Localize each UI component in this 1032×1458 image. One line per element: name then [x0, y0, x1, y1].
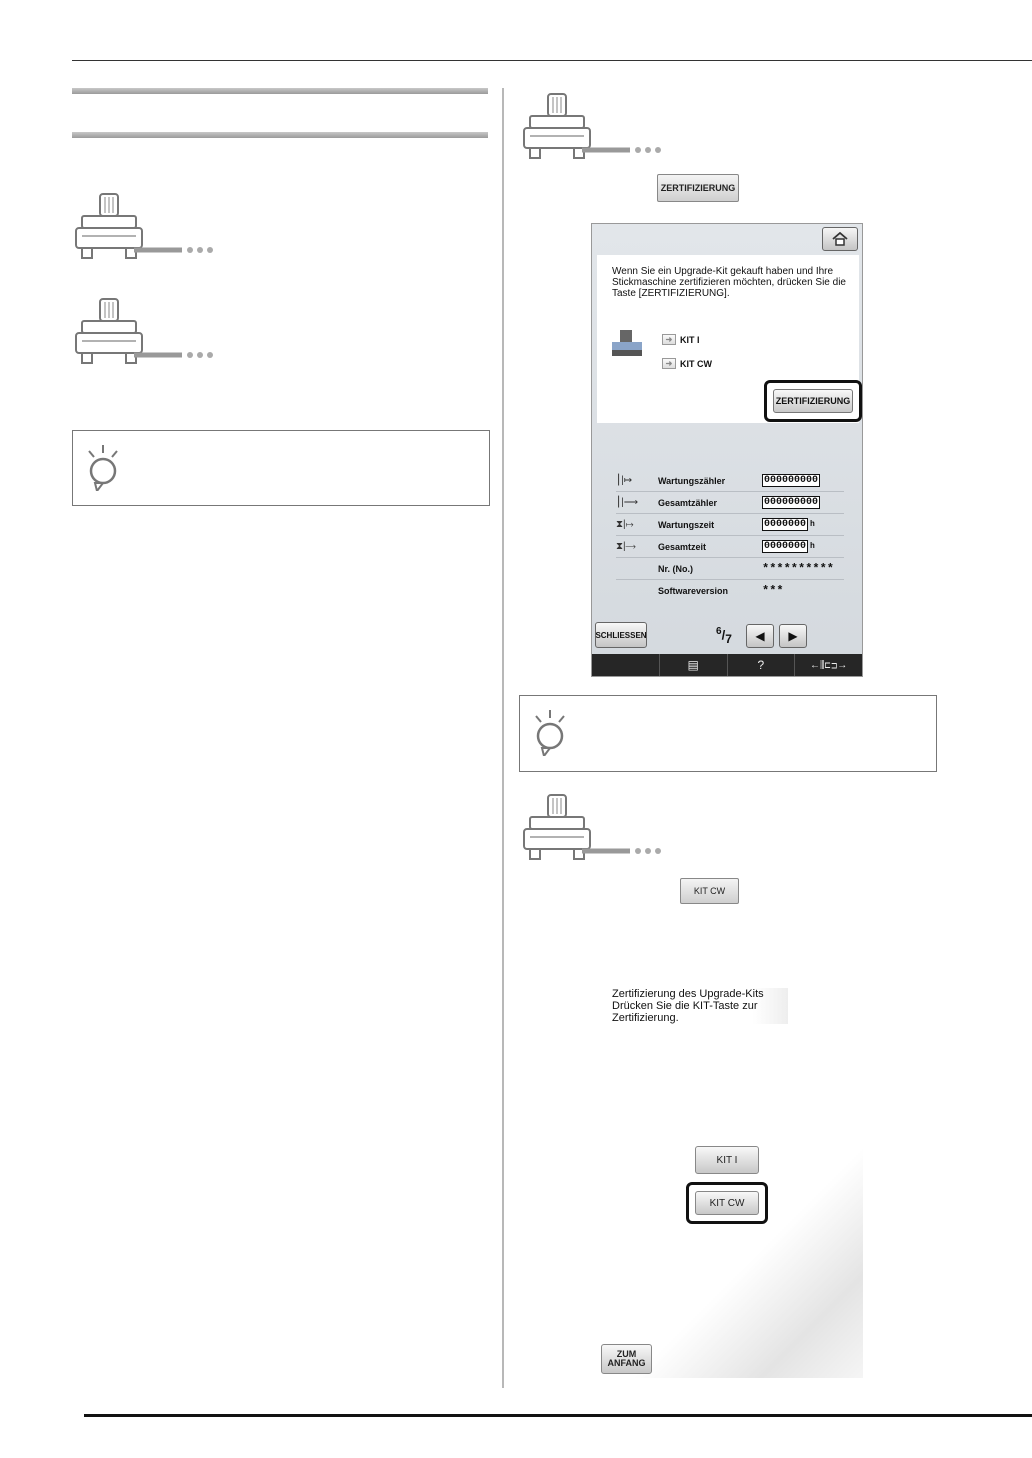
sewing-machine-icon: [610, 328, 644, 358]
needle-total-icon: ⎮|⟶: [616, 497, 639, 508]
stat-value: ***: [762, 584, 784, 598]
kitcw-button[interactable]: KIT CW: [695, 1191, 759, 1215]
checklist-button[interactable]: [659, 654, 727, 676]
stat-unit: h: [810, 520, 815, 529]
note-box: [519, 695, 937, 772]
arrow-right-icon: ➜: [662, 358, 676, 369]
stat-label: Wartungszähler: [658, 475, 726, 486]
zum-anfang-button[interactable]: [601, 1344, 652, 1374]
kitcw-label: KIT CW: [680, 358, 712, 369]
kitcw-row: [662, 358, 712, 369]
needle-counter-icon: ⎮|↦: [616, 475, 633, 486]
next-page-button[interactable]: [779, 624, 807, 648]
stat-value: 000000000: [764, 497, 819, 508]
stat-label: Gesamtzähler: [658, 497, 718, 508]
checklist-icon: ▤: [687, 658, 699, 672]
lightbulb-note-icon: [83, 443, 123, 491]
kitcw-highlight-frame: [686, 1182, 768, 1224]
help-button[interactable]: [727, 654, 795, 676]
page-current: 6: [716, 626, 722, 637]
footer-rule: [84, 1414, 1032, 1417]
home-icon: [831, 232, 849, 246]
hourglass-counter-icon: ⧗|↦: [616, 519, 634, 530]
certification-message: Wenn Sie ein Upgrade-Kit gekauft haben und Ihre Stickmaschine zertifizieren möchten, drücken Sie die Taste [ZERTIFIZIERUNG].: [612, 266, 846, 299]
stat-value: **********: [762, 561, 835, 576]
arrow-right-icon: ➜: [662, 334, 676, 345]
screen-footer-bar: [592, 654, 862, 676]
prev-arrow-icon: ◀: [755, 629, 765, 643]
screen-top-bar: [592, 224, 862, 254]
kit-cw-inline-button[interactable]: KIT CW: [680, 878, 739, 904]
column-divider: [502, 88, 504, 1388]
stat-row: [616, 492, 844, 514]
footer-blank: [592, 654, 659, 676]
zum-anfang-line2: ANFANG: [607, 1358, 646, 1368]
hourglass-total-icon: ⧗|⟶: [616, 541, 636, 552]
stat-value: 0000000: [764, 541, 807, 552]
stat-row: [616, 536, 844, 558]
page-total: 7: [725, 631, 732, 646]
zertifizierung-inline-button[interactable]: ZERTIFIZIERUNG: [657, 174, 739, 202]
stat-row: [616, 558, 844, 580]
stat-label: Softwareversion: [658, 586, 729, 596]
stat-label: Nr. (No.): [658, 563, 693, 574]
stat-value: 000000000: [764, 475, 819, 486]
stat-row: [616, 514, 844, 536]
machine-settings-screen: [591, 223, 863, 677]
embroidery-machine-step-icon: [520, 92, 670, 162]
embroidery-machine-step-icon: [520, 793, 670, 863]
lightbulb-note-icon: [530, 708, 570, 756]
stat-row: [616, 580, 844, 602]
header-rule: [72, 60, 1032, 61]
stat-value: 0000000: [764, 519, 807, 530]
prev-page-button[interactable]: [746, 624, 774, 648]
page-indicator: $^6/_7$: [716, 626, 732, 646]
hoop-move-button[interactable]: [794, 654, 862, 676]
stat-unit: h: [810, 542, 815, 551]
section-heading-bar-bottom: [72, 132, 488, 138]
stat-label: Gesamtzeit: [658, 541, 707, 552]
close-button[interactable]: SCHLIESSEN: [595, 622, 647, 648]
certification-instruction-text: Zertifizierung des Upgrade-Kits Drücken Sie die KIT-Taste zur Zertifizierung.: [612, 988, 788, 1024]
next-arrow-icon: ▶: [788, 629, 798, 643]
stat-label: Wartungszeit: [658, 519, 715, 530]
kit1-button[interactable]: KIT I: [695, 1146, 759, 1174]
hoop-arrows-icon: ←⫼⊏⊐→: [809, 659, 848, 671]
embroidery-machine-step-icon: [72, 192, 222, 262]
zertifizierung-highlight-frame: [764, 380, 862, 422]
kit-selection-screen: [592, 1138, 863, 1378]
section-heading-bar-top: [72, 88, 488, 94]
stat-row: [616, 470, 844, 492]
embroidery-machine-step-icon: [72, 297, 222, 367]
kit1-row: [662, 334, 700, 345]
note-box: [72, 430, 490, 506]
zertifizierung-button[interactable]: ZERTIFIZIERUNG: [773, 389, 853, 413]
kit1-label: KIT I: [680, 334, 700, 345]
zum-anfang-line1: ZUM: [616, 1349, 637, 1359]
help-machine-icon: ?: [757, 658, 765, 672]
home-button[interactable]: [822, 227, 858, 251]
